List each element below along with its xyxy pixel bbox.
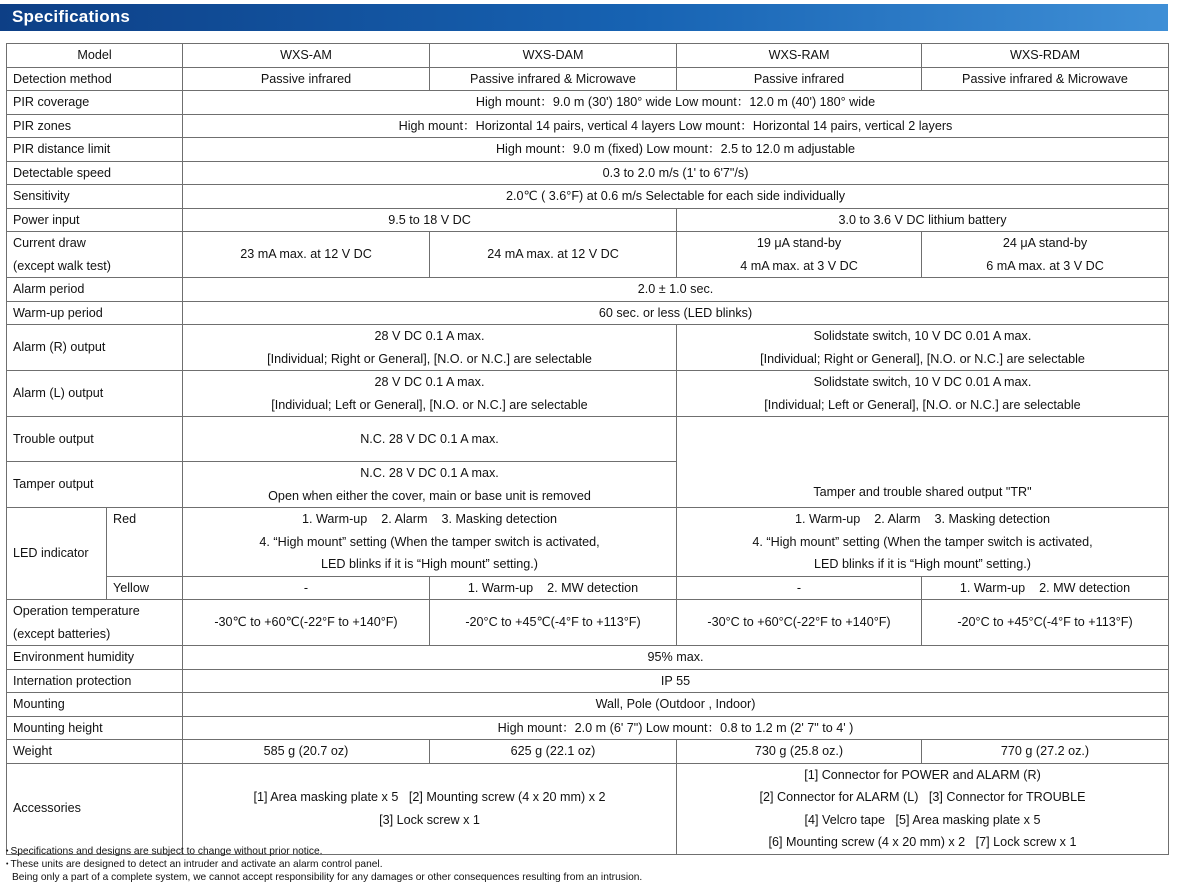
table-row xyxy=(7,740,1169,764)
header-wxs-ram: WXS-RAM xyxy=(677,44,922,68)
table-cell: High mount：9.0 m (30') 180° wide Low mount：12.0 m (40') 180° wide xyxy=(183,91,1169,115)
row-label: Accessories xyxy=(7,763,183,854)
bullet-icon: • xyxy=(6,861,9,869)
table-cell xyxy=(183,371,677,417)
table-row xyxy=(7,325,1169,371)
cell-line: [4] Velcro tape [5] Area masking plate x 5 xyxy=(804,812,1041,827)
row-label: Warm-up period xyxy=(7,301,183,325)
section-title: Specifications xyxy=(12,7,131,26)
table-cell: 770 g (27.2 oz.) xyxy=(922,740,1169,764)
table-cell: -20°C to +45℃(-4°F to +113°F) xyxy=(430,600,677,646)
table-cell: 730 g (25.8 oz.) xyxy=(677,740,922,764)
cell-line: 1. Warm-up 2. Alarm 3. Masking detection xyxy=(794,512,1050,526)
row-label: Environment humidity xyxy=(7,646,183,670)
cell-line: [Individual; Right or General], [N.O. or N.C.] are selectable xyxy=(267,351,592,366)
footnote xyxy=(6,858,642,871)
cell-line: 4. “High mount” setting (When the tamper switch is activated, xyxy=(259,534,600,549)
cell-line: [3] Lock screw x 1 xyxy=(379,812,480,827)
cell-line: [1] Area masking plate x 5 [2] Mounting screw (4 x 20 mm) x 2 xyxy=(253,790,606,804)
table-cell: 1. Warm-up 2. MW detection xyxy=(922,576,1169,600)
row-label: Sensitivity xyxy=(7,185,183,209)
table-row xyxy=(7,232,1169,278)
footnote-text: These units are designed to detect an intruder and activate an alarm control panel. xyxy=(10,859,383,871)
table-cell: Wall, Pole (Outdoor , Indoor) xyxy=(183,693,1169,717)
footnotes xyxy=(6,845,642,884)
table-cell xyxy=(183,325,677,371)
row-label: Trouble output xyxy=(7,417,183,462)
row-label xyxy=(7,232,183,278)
cell-line: 28 V DC 0.1 A max. xyxy=(374,375,485,389)
row-label: Internation protection xyxy=(7,669,183,693)
table-cell: Passive infrared & Microwave xyxy=(430,67,677,91)
row-label: Alarm period xyxy=(7,278,183,302)
table-cell: 60 sec. or less (LED blinks) xyxy=(183,301,1169,325)
row-label: PIR distance limit xyxy=(7,138,183,162)
table-row xyxy=(7,208,1169,232)
table-cell: -20°C to +45°C(-4°F to +113°F) xyxy=(922,600,1169,646)
cell-line: [1] Connector for POWER and ALARM (R) xyxy=(804,767,1041,782)
table-cell: IP 55 xyxy=(183,669,1169,693)
row-label: LED indicator xyxy=(7,508,107,600)
table-cell: 3.0 to 3.6 V DC lithium battery xyxy=(677,208,1169,232)
table-row xyxy=(7,278,1169,302)
table-row xyxy=(7,716,1169,740)
table-cell: High mount：2.0 m (6' 7") Low mount：0.8 to 1.2 m (2' 7" to 4' ) xyxy=(183,716,1169,740)
table-cell xyxy=(677,232,922,278)
table-row xyxy=(7,669,1169,693)
row-label: PIR zones xyxy=(7,114,183,138)
section-banner xyxy=(0,4,1168,31)
table-row xyxy=(7,161,1169,185)
row-label: Detection method xyxy=(7,67,183,91)
row-label: PIR coverage xyxy=(7,91,183,115)
header-model: Model xyxy=(7,44,183,68)
table-cell: - xyxy=(183,576,430,600)
table-cell: 625 g (22.1 oz) xyxy=(430,740,677,764)
row-label: Detectable speed xyxy=(7,161,183,185)
header-wxs-dam: WXS-DAM xyxy=(430,44,677,68)
table-cell: Passive infrared & Microwave xyxy=(922,67,1169,91)
table-row xyxy=(7,646,1169,670)
cell-line: [Individual; Right or General], [N.O. or N.C.] are selectable xyxy=(760,351,1085,366)
table-row xyxy=(7,417,1169,462)
bullet-icon: • xyxy=(6,848,9,855)
cell-line: N.C. 28 V DC 0.1 A max. xyxy=(360,466,499,480)
table-row xyxy=(7,371,1169,417)
cell-line: 28 V DC 0.1 A max. xyxy=(374,329,485,343)
table-cell: 2.0℃ ( 3.6°F) at 0.6 m/s Selectable for each side individually xyxy=(183,185,1169,209)
table-row xyxy=(7,763,1169,854)
cell-line: 24 μA stand-by xyxy=(1002,236,1088,250)
table-cell: -30°C to +60°C(-22°F to +140°F) xyxy=(677,600,922,646)
footnote-text: Specifications and designs are subject to change without prior notice. xyxy=(10,846,323,858)
cell-line: 4. “High mount” setting (When the tamper switch is activated, xyxy=(752,534,1093,549)
row-sublabel: Red xyxy=(107,508,183,577)
footnote xyxy=(6,871,642,884)
footnote-text: Being only a part of a complete system, we cannot accept responsibility for any damages or other consequences resulting from an intrusion. xyxy=(12,872,643,884)
row-label: Alarm (L) output xyxy=(7,371,183,417)
cell-line: [6] Mounting screw (4 x 20 mm) x 2 [7] Lock screw x 1 xyxy=(768,835,1077,849)
cell-line: 1. Warm-up 2. Alarm 3. Masking detection xyxy=(301,512,557,526)
table-row xyxy=(7,185,1169,209)
row-label: Weight xyxy=(7,740,183,764)
table-cell: 2.0 ± 1.0 sec. xyxy=(183,278,1169,302)
cell-line: [Individual; Left or General], [N.O. or N.C.] are selectable xyxy=(764,397,1081,412)
label-line: Operation temperature xyxy=(13,604,140,618)
table-row xyxy=(7,44,1169,68)
table-cell xyxy=(183,462,677,508)
specifications-table xyxy=(6,43,1169,858)
cell-line: [Individual; Left or General], [N.O. or N.C.] are selectable xyxy=(271,397,588,412)
cell-line: Solidstate switch, 10 V DC 0.01 A max. xyxy=(813,375,1032,389)
cell-line: Open when either the cover, main or base unit is removed xyxy=(268,488,591,503)
table-row xyxy=(7,301,1169,325)
table-row xyxy=(7,508,1169,577)
table-row xyxy=(7,576,1169,600)
table-cell: 9.5 to 18 V DC xyxy=(183,208,677,232)
cell-line: 19 μA stand-by xyxy=(756,236,842,250)
header-wxs-am: WXS-AM xyxy=(183,44,430,68)
row-label xyxy=(7,600,183,646)
table-cell: Passive infrared xyxy=(677,67,922,91)
label-line: Current draw xyxy=(13,236,86,250)
cell-line: LED blinks if it is “High mount” setting.) xyxy=(814,557,1031,571)
row-sublabel: Yellow xyxy=(107,576,183,600)
footnote xyxy=(6,845,642,858)
table-row xyxy=(7,114,1169,138)
table-row xyxy=(7,600,1169,646)
table-cell: 1. Warm-up 2. MW detection xyxy=(430,576,677,600)
cell-line: 4 mA max. at 3 V DC xyxy=(740,258,858,273)
row-label: Alarm (R) output xyxy=(7,325,183,371)
table-row xyxy=(7,91,1169,115)
table-cell: High mount：9.0 m (fixed) Low mount：2.5 to 12.0 m adjustable xyxy=(183,138,1169,162)
row-label: Power input xyxy=(7,208,183,232)
table-cell: -30℃ to +60℃(-22°F to +140°F) xyxy=(183,600,430,646)
table-cell xyxy=(183,508,677,577)
row-label: Mounting xyxy=(7,693,183,717)
table-cell-shared: Tamper and trouble shared output "TR" xyxy=(677,417,1169,508)
cell-line: Solidstate switch, 10 V DC 0.01 A max. xyxy=(813,329,1032,343)
table-cell xyxy=(677,508,1169,577)
cell-line: LED blinks if it is “High mount” setting.) xyxy=(321,557,538,571)
table-row xyxy=(7,67,1169,91)
cell-line: [2] Connector for ALARM (L) [3] Connector for TROUBLE xyxy=(759,790,1086,804)
table-cell: 0.3 to 2.0 m/s (1' to 6'7"/s) xyxy=(183,161,1169,185)
table-cell: 585 g (20.7 oz) xyxy=(183,740,430,764)
table-cell xyxy=(677,325,1169,371)
label-line: (except walk test) xyxy=(13,258,111,273)
table-cell: N.C. 28 V DC 0.1 A max. xyxy=(183,417,677,462)
table-row xyxy=(7,693,1169,717)
table-cell: 24 mA max. at 12 V DC xyxy=(430,232,677,278)
table-cell xyxy=(677,371,1169,417)
row-label: Mounting height xyxy=(7,716,183,740)
table-cell xyxy=(183,763,677,854)
row-label: Tamper output xyxy=(7,462,183,508)
table-cell: 23 mA max. at 12 V DC xyxy=(183,232,430,278)
table-cell: High mount：Horizontal 14 pairs, vertical 4 layers Low mount：Horizontal 14 pairs, vertical 2 layers xyxy=(183,114,1169,138)
label-line: (except batteries) xyxy=(13,626,111,641)
cell-line: 6 mA max. at 3 V DC xyxy=(986,258,1104,273)
table-cell: 95% max. xyxy=(183,646,1169,670)
table-cell: Passive infrared xyxy=(183,67,430,91)
table-cell: - xyxy=(677,576,922,600)
table-cell xyxy=(677,763,1169,854)
table-row xyxy=(7,138,1169,162)
table-cell xyxy=(922,232,1169,278)
header-wxs-rdam: WXS-RDAM xyxy=(922,44,1169,68)
